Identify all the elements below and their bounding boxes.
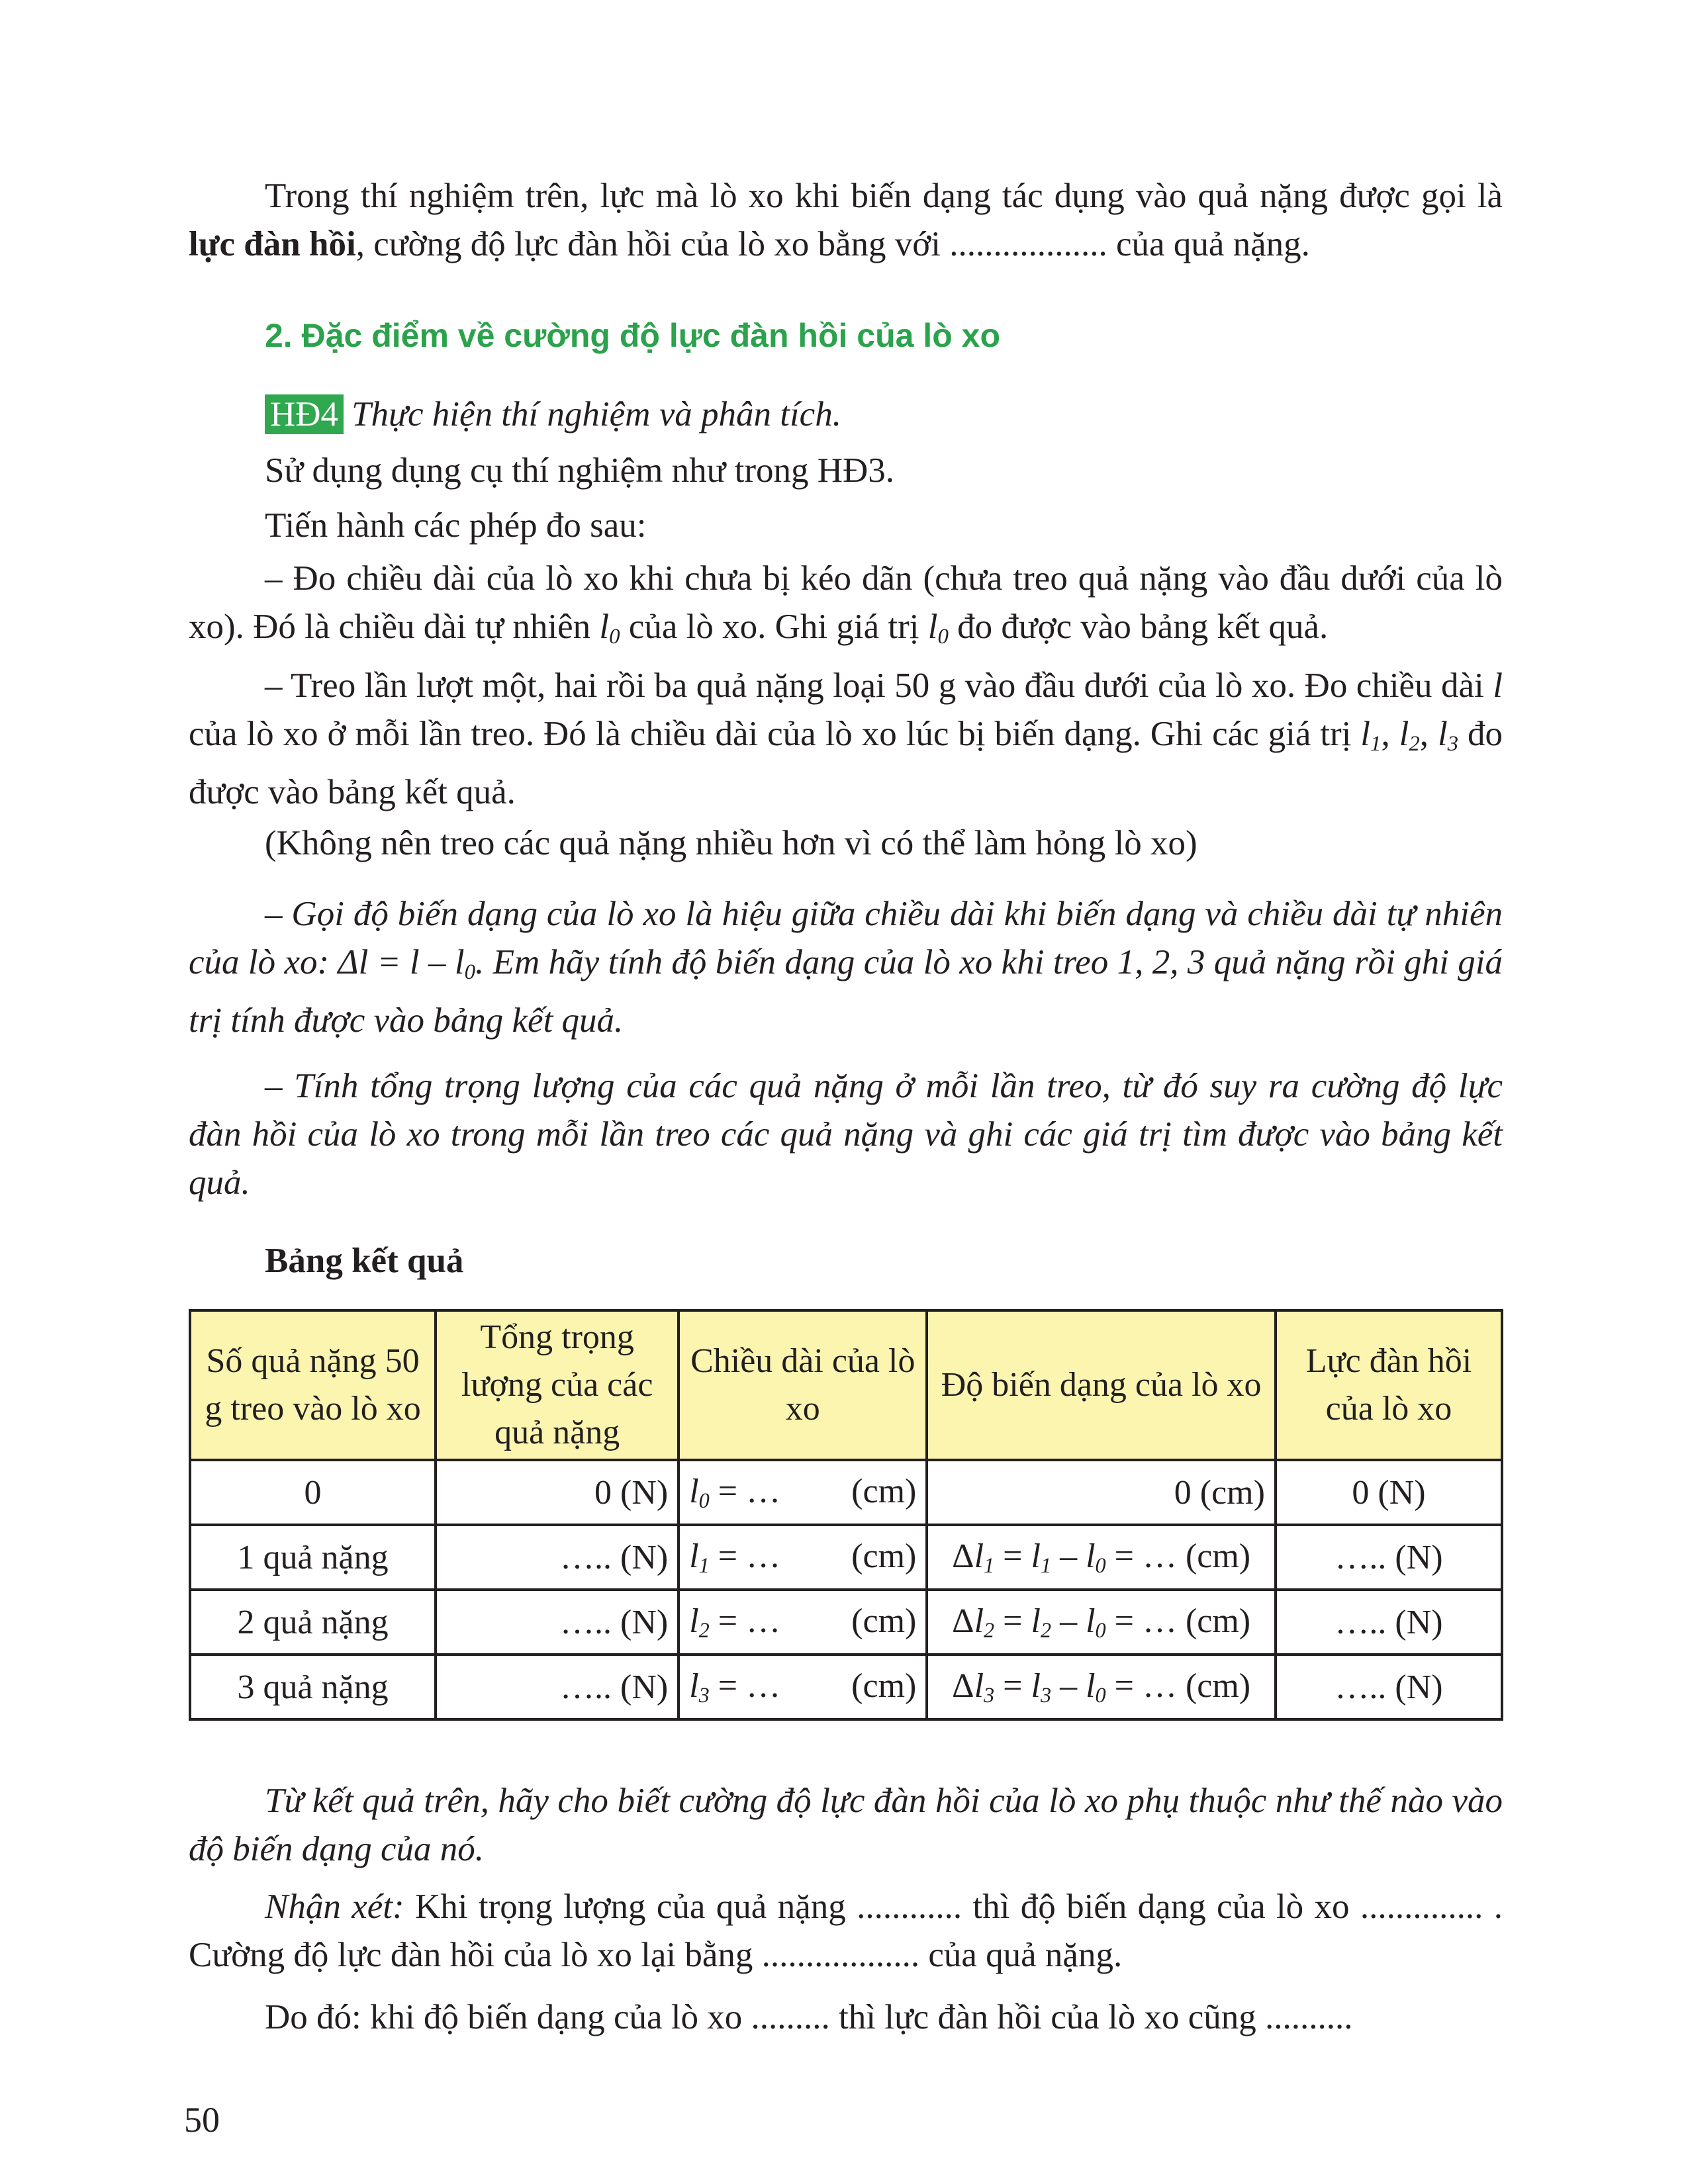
step-2: – Treo lần lượt một, hai rồi ba quả nặng loại 50 g vào đầu dưới của lò xo. Đo chiều dài l của lò xo ở mỗi lần treo. Đó là chiều dài của lò xo lúc bị biến dạng. Ghi các giá trị $l_1$, $l_2$, $l_3$ đo được vào bảng kết quả. [189, 666, 1503, 812]
cell-weight: ….. (N) [436, 1590, 679, 1655]
cell-deformation: $\Delta l_3 = l_3 - l_0$ = … (cm) [927, 1655, 1276, 1719]
activity-line [265, 390, 1503, 439]
cell-count: 1 quả nặng [190, 1525, 436, 1590]
cell-length: $l_3$ = … (cm) [679, 1655, 927, 1719]
header-length: Chiều dài của lò xo [679, 1310, 927, 1460]
cell-force: 0 (N) [1276, 1460, 1502, 1525]
cell-count: 3 quả nặng [190, 1655, 436, 1719]
warning-note: (Không nên treo các quả nặng nhiều hơn vì có thể làm hỏng lò xo) [265, 824, 1197, 862]
cell-weight: ….. (N) [436, 1655, 679, 1719]
remark-paragraph: Nhận xét: Khi trọng lượng của quả nặng ............ thì độ biến dạng của lò xo .............. . Cường độ lực đàn hồi của lò xo lại bằng .................. của quả nặng. [189, 1888, 1503, 1974]
cell-force: ….. (N) [1276, 1655, 1502, 1719]
table-row [190, 1460, 1502, 1525]
cell-weight: ….. (N) [436, 1525, 679, 1590]
conclusion-paragraph: Do đó: khi độ biến dạng của lò xo ......... thì lực đàn hồi của lò xo cũng .......... [265, 1998, 1353, 2036]
page-number: 50 [184, 2100, 220, 2140]
header-count: Số quả nặng 50 g treo vào lò xo [190, 1310, 436, 1460]
remark-label: Nhận xét: [265, 1888, 404, 1926]
intro-paragraph: Trong thí nghiệm trên, lực mà lò xo khi biến dạng tác dụng vào quả nặng được gọi là lực đàn hồi, cường độ lực đàn hồi của lò xo bằng với .................. của quả nặng. [189, 177, 1503, 263]
header-deformation: Độ biến dạng của lò xo [927, 1310, 1276, 1460]
cell-force: ….. (N) [1276, 1525, 1502, 1590]
cell-weight: 0 (N) [436, 1460, 679, 1525]
header-force: Lực đàn hồi của lò xo [1276, 1310, 1502, 1460]
cell-length: $l_1$ = … (cm) [679, 1525, 927, 1590]
question-paragraph: Từ kết quả trên, hãy cho biết cường độ lực đàn hồi của lò xo phụ thuộc như thế nào vào độ biến dạng của nó. [189, 1782, 1503, 1868]
section-heading: 2. Đặc điểm về cường độ lực đàn hồi của lò xo [265, 317, 1000, 354]
table-row [190, 1525, 1502, 1590]
tools-line: Sử dụng dụng cụ thí nghiệm như trong HĐ3. [265, 451, 895, 490]
cell-count: 2 quả nặng [190, 1590, 436, 1655]
cell-deformation: $\Delta l_2 = l_2 - l_0$ = … (cm) [927, 1590, 1276, 1655]
cell-deformation: $\Delta l_1 = l_1 - l_0$ = … (cm) [927, 1525, 1276, 1590]
table-header-row [190, 1310, 1502, 1460]
cell-count: 0 [190, 1460, 436, 1525]
table-row [190, 1590, 1502, 1655]
results-table [189, 1309, 1503, 1721]
table-row [190, 1655, 1502, 1719]
cell-length: $l_2$ = … (cm) [679, 1590, 927, 1655]
table-title: Bảng kết quả [265, 1242, 464, 1280]
measurements-intro: Tiến hành các phép đo sau: [265, 506, 647, 545]
activity-badge: HĐ4 [265, 394, 344, 434]
step-1: – Đo chiều dài của lò xo khi chưa bị kéo dãn (chưa treo quả nặng vào đầu dưới của lò xo). Đó là chiều dài tự nhiên $l_0$ của lò xo. Ghi giá trị $l_0$ đo được vào bảng kết quả. [189, 559, 1503, 649]
step-3: – Gọi độ biến dạng của lò xo là hiệu giữa chiều dài khi biến dạng và chiều dài tự nhiên của lò xo: $\Delta l = l - l_0$. Em hãy tính độ biến dạng của lò xo khi treo 1, 2, 3 quả nặng rồi ghi giá trị tính được vào bảng kết quả. [189, 895, 1503, 1040]
cell-force: ….. (N) [1276, 1590, 1502, 1655]
cell-length: $l_0$ = … (cm) [679, 1460, 927, 1525]
header-weight: Tổng trọng lượng của các quả nặng [436, 1310, 679, 1460]
activity-title: Thực hiện thí nghiệm và phân tích. [352, 395, 841, 433]
cell-deformation: 0 (cm) [927, 1460, 1276, 1525]
step-4: – Tính tổng trọng lượng của các quả nặng ở mỗi lần treo, từ đó suy ra cường độ lực đàn hồi của lò xo trong mỗi lần treo các quả nặng và ghi các giá trị tìm được vào bảng kết quả. [189, 1067, 1503, 1202]
